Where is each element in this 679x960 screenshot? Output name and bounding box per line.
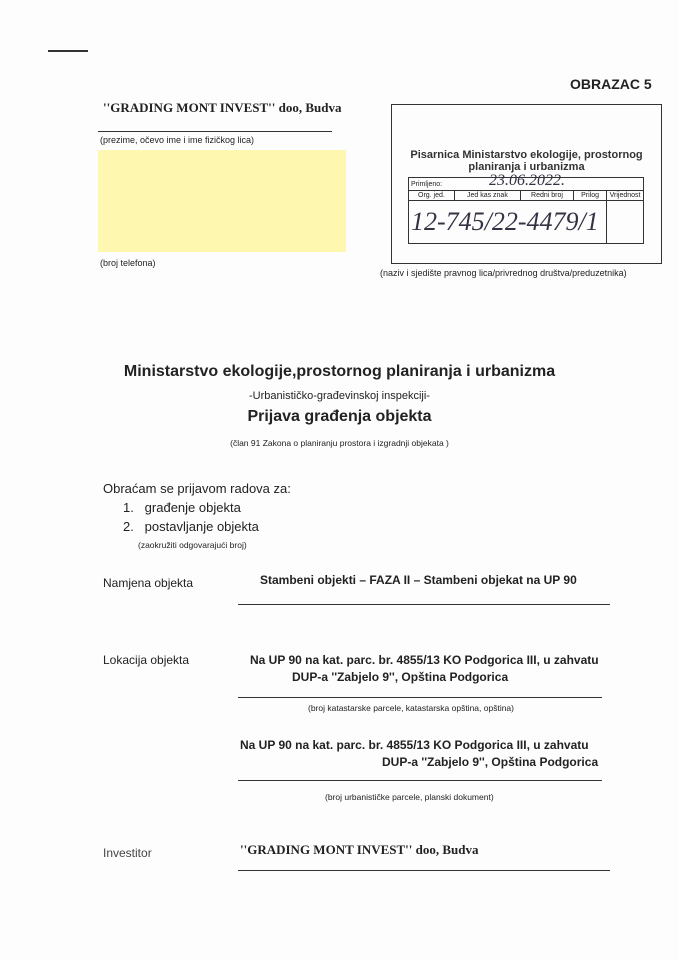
document-title: Prijava građenja objekta xyxy=(247,408,432,425)
registry-stamp xyxy=(391,104,662,264)
law-reference: (član 91 Zakona o planiranju prostora i izgradnji objekata ) xyxy=(230,438,449,448)
inspection-heading: -Urbanističko-građevinskoj inspekciji- xyxy=(249,390,430,402)
purpose-label: Namjena objekta xyxy=(103,576,194,590)
phone-caption: (broj telefona) xyxy=(100,258,156,268)
ministry-heading: Ministarstvo ekologije,prostornog planiranja i urbanizma xyxy=(123,363,556,380)
col-header: Redni broj xyxy=(520,191,573,201)
applicant-name: ''GRADING MONT INVEST'' doo, Budva xyxy=(103,100,342,115)
stamp-table xyxy=(408,172,644,244)
option-note: (zaokružiti odgovarajući broj) xyxy=(138,540,247,550)
received-date: 23.06.2022. xyxy=(489,172,565,189)
stamp-title-2: planiranja i urbanizma xyxy=(468,161,585,173)
urban-line-1: Na UP 90 na kat. parc. br. 4855/13 KO Podgorica III, u zahvatu xyxy=(240,738,589,752)
urban-caption: (broj urbanističke parcele, planski dokument) xyxy=(325,792,494,802)
received-label: Primljeno: xyxy=(411,180,443,188)
scan-mark xyxy=(48,50,88,52)
location-line-2: DUP-a ''Zabjelo 9'', Opština Podgorica xyxy=(292,670,509,684)
location-label: Lokacija objekta xyxy=(103,653,190,667)
request-intro: Obraćam se prijavom radova za: xyxy=(103,481,291,496)
investor-value: ''GRADING MONT INVEST'' doo, Budva xyxy=(240,842,479,857)
investor-label: Investitor xyxy=(103,846,152,860)
option-installation: 2. postavljanje objekta xyxy=(123,519,259,534)
col-header: Vrijednost xyxy=(607,191,644,201)
stamp-title-1: Pisarnica Ministarstvo ekologije, prostornog xyxy=(410,149,643,161)
option-construction: 1. građenje objekta xyxy=(123,500,241,515)
location-caption: (broj katastarske parcele, katastarska opština, opština) xyxy=(308,703,514,713)
legal-caption: (naziv i sjedište pravnog lica/privrednog društva/preduzetnika) xyxy=(380,268,627,278)
location-line-1: Na UP 90 na kat. parc. br. 4855/13 KO Podgorica III, u zahvatu xyxy=(250,653,599,667)
urban-line-2: DUP-a ''Zabjelo 9'', Opština Podgorica xyxy=(382,755,599,769)
redaction-highlight xyxy=(98,150,346,252)
col-header: Prilog xyxy=(574,191,607,201)
name-caption: (prezime, očevo ime i ime fizičkog lica) xyxy=(100,135,255,145)
col-header: Jed kas znak xyxy=(454,191,520,201)
form-id: OBRAZAC 5 xyxy=(570,76,652,92)
col-header: Org. jed. xyxy=(409,191,455,201)
registry-number: 12-745/22-4479/1 xyxy=(411,207,599,236)
purpose-value: Stambeni objekti – FAZA II – Stambeni objekat na UP 90 xyxy=(260,573,577,587)
